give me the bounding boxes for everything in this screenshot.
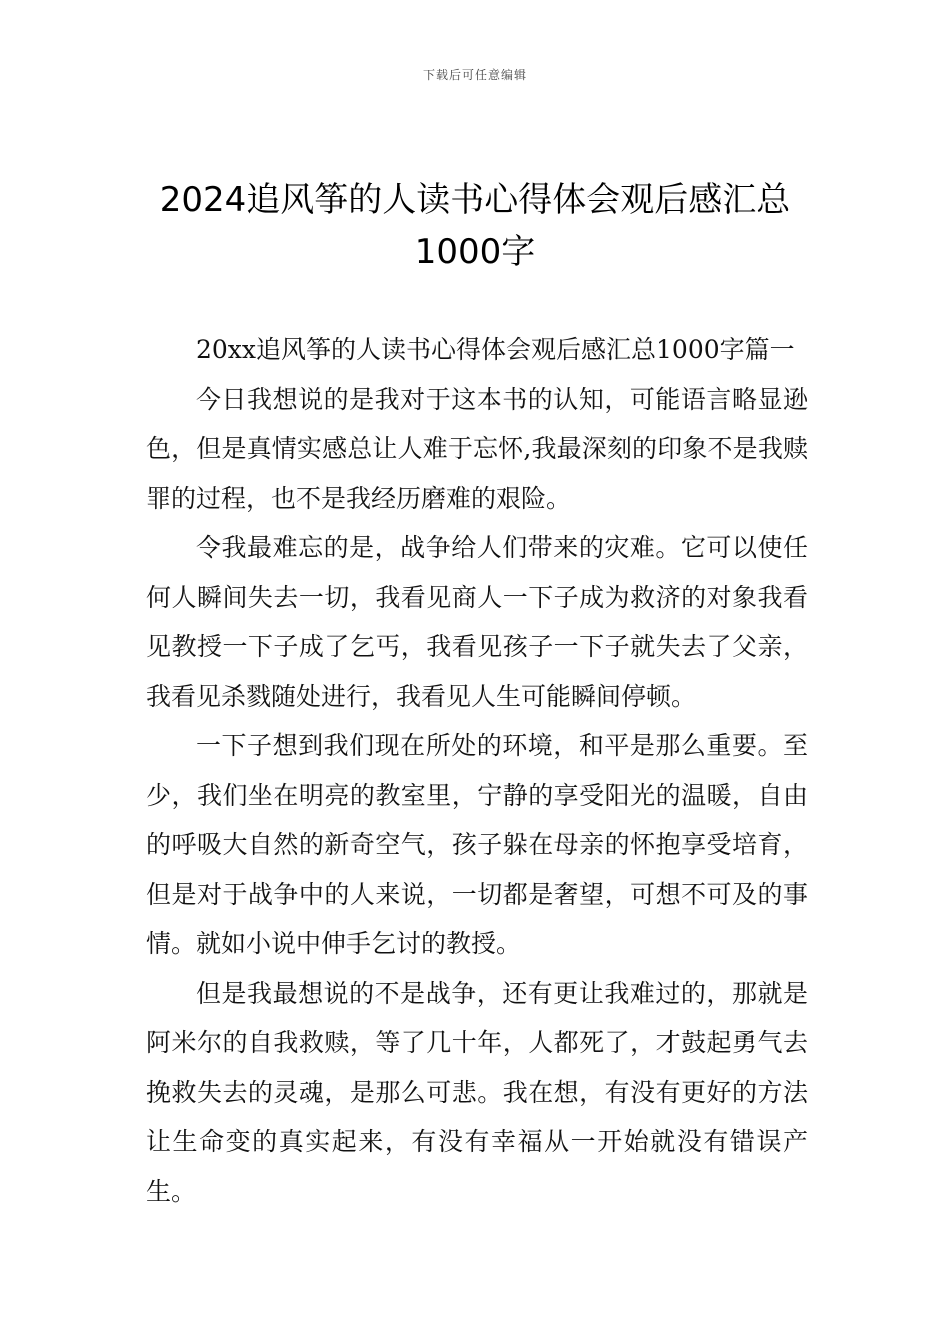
- paragraph: 但是我最想说的不是战争，还有更让我难过的，那就是阿米尔的自我救赎，等了几十年，人都死了，才鼓起勇气去挽救失去的灵魂，是那么可悲。我在想，有没有更好的方法让生命变的真实起来，有没有幸福从一开始就没有错误产生。: [146, 978, 808, 1206]
- document-body: [146, 325, 808, 1216]
- paragraph: 令我最难忘的是，战争给人们带来的灾难。它可以使任何人瞬间失去一切，我看见商人一下子成为救济的对象我看见教授一下子成了乞丐，我看见孩子一下子就失去了父亲，我看见杀戮随处进行，我看见人生可能瞬间停顿。: [146, 533, 808, 711]
- paragraph: 一下子想到我们现在所处的环境，和平是那么重要。至少，我们坐在明亮的教室里，宁静的享受阳光的温暖，自由的呼吸大自然的新奇空气，孩子躲在母亲的怀抱享受培育，但是对于战争中的人来说，一切都是奢望，可想不可及的事情。就如小说中伸手乞讨的教授。: [146, 731, 808, 958]
- document-title: [120, 174, 830, 278]
- title-line-2: 1000字: [414, 232, 536, 272]
- paragraph: 今日我想说的是我对于这本书的认知，可能语言略显逊色，但是真情实感总让人难于忘怀,我最深刻的印象不是我赎罪的过程，也不是我经历磨难的艰险。: [146, 384, 808, 513]
- header-note: 下载后可任意编辑: [422, 68, 527, 82]
- title-line-1: 2024追风筝的人读书心得体会观后感汇总: [159, 180, 791, 220]
- paragraph-section-heading: 20xx追风筝的人读书心得体会观后感汇总1000字篇一: [196, 335, 795, 364]
